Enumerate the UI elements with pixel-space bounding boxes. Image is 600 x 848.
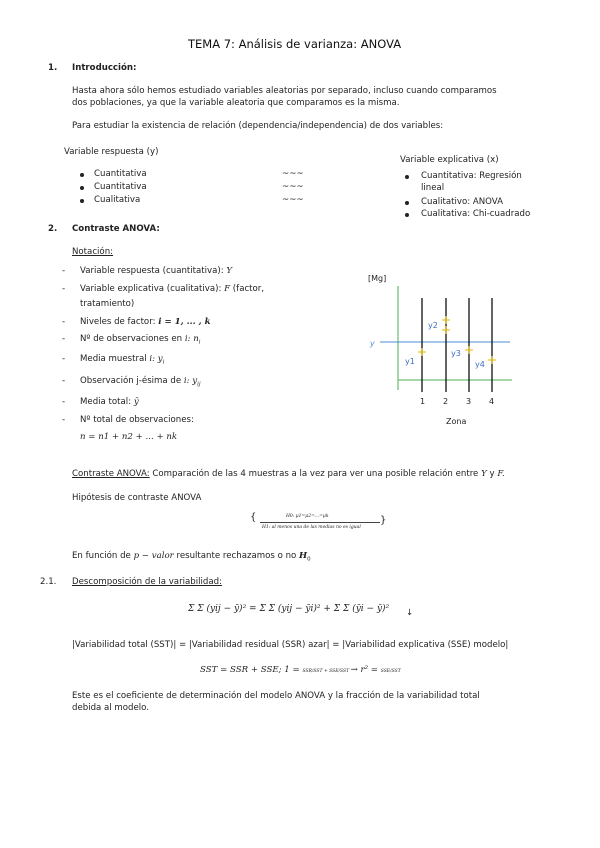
bullet-icon [405, 201, 409, 205]
diagram-x-label: Zona [446, 417, 467, 426]
hypothesis-h1: H1: al menos una de las medias no es igual [262, 525, 361, 530]
response-variable-label: Variable respuesta (y) [64, 147, 159, 157]
hypothesis-brace-close: } [380, 515, 387, 526]
group-label: y3 [451, 349, 461, 358]
variability-decomposition: |Variabilidad total (SST)| = |Variabilidad residual (SSR) azar| = |Variabilidad explicativa (SSE) modelo| [72, 640, 509, 650]
response-item: Cualitativa [94, 195, 141, 205]
bullet-icon [80, 199, 84, 203]
hypothesis-h0: H0: μ1=μ2=...=μk [286, 514, 329, 519]
explanatory-variable-label: Variable explicativa (x) [400, 155, 499, 165]
explanatory-item: Cualitativa: Chi-cuadrado [421, 209, 531, 219]
hypothesis-divider [260, 522, 380, 523]
bullet-icon [405, 175, 409, 179]
notation-item: Variable respuesta (cuantitativa): Y [80, 266, 233, 276]
hypothesis-brace: { [250, 512, 257, 523]
response-item: Cuantitativa [94, 182, 147, 192]
notation-item: Nº total de observaciones: [80, 415, 194, 425]
group-label: y1 [405, 357, 415, 366]
arrow-squiggle: ~~~ [282, 195, 304, 205]
bullet-icon [405, 213, 409, 217]
conclusion-line-1: Este es el coeficiente de determinación del modelo ANOVA y la fracción de la variabilidad total [72, 691, 480, 701]
sst-equation: SST = SSR + SSE; 1 = SSR/SST + SSE/SST → r² = SSE/SST [200, 665, 401, 675]
hypothesis-label: Hipótesis de contraste ANOVA [72, 493, 202, 503]
tick-label: 1 [420, 397, 426, 406]
section-2-1-number: 2.1. [40, 577, 57, 587]
explanatory-item: Cuantitativa: Regresión [421, 171, 522, 181]
tick-label: 4 [489, 397, 495, 406]
group-label: y4 [475, 360, 485, 369]
tick-label: 3 [466, 397, 472, 406]
section-2-heading: Contraste ANOVA: [72, 224, 160, 234]
bullet-icon [80, 186, 84, 190]
section-2-number: 2. [48, 224, 58, 234]
notation-item: Observación j-ésima de i: $y_{ij}$ [80, 376, 201, 388]
notation-item: Nº de observaciones en i: $n_i$ [80, 334, 201, 346]
section-1-number: 1. [48, 63, 58, 73]
conclusion-line-2: debida al modelo. [72, 703, 150, 713]
arrow-squiggle: ~~~ [282, 169, 304, 179]
page-title: TEMA 7: Análisis de varianza: ANOVA [188, 37, 402, 51]
diagram-y-label: [Mg] [368, 274, 387, 283]
arrow-squiggle: ~~~ [282, 182, 304, 192]
tick-label: 2 [443, 397, 449, 406]
notation-item: Niveles de factor: i = 1, ... , k [80, 317, 211, 327]
reject-line: En función de p − valor resultante rechazamos o no $H_0$ [72, 551, 311, 563]
grand-mean-label: y [370, 339, 375, 348]
section-1-heading: Introducción: [72, 63, 137, 73]
intro-paragraph-line-1: Hasta ahora sólo hemos estudiado variables aleatorias por separado, incluso cuando comparamos [72, 86, 497, 96]
intro-paragraph-line-2: dos poblaciones, ya que la variable aleatoria que comparamos es la misma. [72, 98, 400, 108]
notation-item: Variable explicativa (cualitativa): F (factor, [80, 284, 265, 294]
explanatory-item-continuation: lineal [421, 183, 445, 193]
response-item: Cuantitativa [94, 169, 147, 179]
equation-arrow-mark: ↓ [406, 608, 414, 618]
relation-paragraph: Para estudiar la existencia de relación (dependencia/independencia) de dos variables: [72, 121, 444, 131]
anova-diagram [360, 268, 530, 433]
notation-item-continuation: tratamiento) [80, 299, 135, 309]
contrast-anova-line: Contraste ANOVA: Comparación de las 4 muestras a la vez para ver una posible relación entre Y y F. [72, 469, 505, 479]
group-label: y2 [428, 321, 438, 330]
total-observations-formula: n = n1 + n2 + ... + nk [80, 432, 178, 442]
section-2-1-heading: Descomposición de la variabilidad: [72, 577, 222, 587]
notation-item: Media total: ȳ [80, 397, 139, 407]
notation-item: Media muestral i: $y_i$ [80, 354, 165, 366]
notation-heading: Notación: [72, 247, 114, 257]
variability-equation: Σ Σ (yij − ȳ)² = Σ Σ (yij − ȳi)² + Σ Σ (ȳi − ȳ)² [188, 604, 390, 614]
bullet-icon [80, 173, 84, 177]
explanatory-item: Cualitativo: ANOVA [421, 197, 503, 207]
